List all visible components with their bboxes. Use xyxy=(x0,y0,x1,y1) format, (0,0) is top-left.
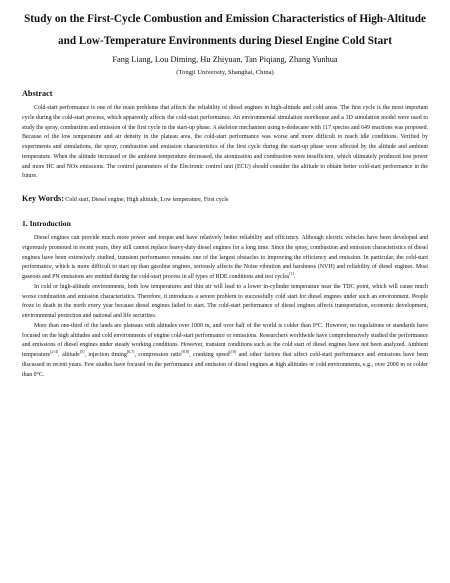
intro-p3-a: More than one-third of the lands are plateaus with altitudes over 1000 m, and over half of the world is colder than 0°C. However, no regulations or standards have focused on the high altitudes and cold environments of engine cold-start performance or emissions. Researchers worldwide have comprehensively studied the performance and emissions of diesel engines under steady working conditions. However, transient conditions such as the cold start of diesel engines have not been analyzed. Ambient temperature xyxy=(22,322,428,358)
introduction-paragraph-1 xyxy=(22,234,428,283)
abstract-heading: Abstract xyxy=(22,89,53,98)
citation-1: [1] xyxy=(289,271,294,276)
intro-p3-b: , altitude xyxy=(58,352,80,358)
keywords-label: Key Words: xyxy=(22,194,64,203)
citation-10: [10] xyxy=(229,349,237,354)
introduction-paragraph-2: In cold or high-altitude environments, both low temperatures and thin air will lead to a lower in-cylinder temperature near the TDC point, which will cause much worse combustion and emission characteristics. Therefore, it introduces a severe problem to successfully cold start for diesel engines under such an environment. People froze to death in the north every year because diesel engines failed to start. The cold-start performance of diesel engines affects transportation, economic development, environmental protection and national and life securities. xyxy=(22,283,428,319)
introduction-body xyxy=(22,234,428,380)
abstract-body xyxy=(22,104,428,182)
intro-p3-e: , cranking speed xyxy=(189,352,230,358)
intro-p3-f: and other factors that affect cold-start performance and emissions have been discussed in recent years. Few studies have focused on the performance and emission of diesel engines at high altitudes or cold environments, e.g., over 2000 m or colder than 0°C. xyxy=(22,352,428,378)
intro-p3-d: , compression ratio xyxy=(134,352,182,358)
paper-title-line-1: Study on the First-Cycle Combustion and Emission Characteristics of High-Altitude xyxy=(24,13,426,25)
intro-p1-text: Diesel engines can provide much more power and torque and have relatively better reliability and efficiency. Although electric vehicles have been developed and vigorously promoted in recent years, they still cannot replace heavy-duty diesel engines for a long time. Since the spray, combustion and emission characteristics of diesel engines have been extensively studied, transient performance remains one of the largest obstacles to improving the efficiency and emission. In particular, the cold-start performance, which is more difficult to start up than gasoline engines, seriously affects the Noise vibration and harshness (NVH) and reliability of diesel engines. Most gaseous and PN emissions are emitted during the cold-start process in all types of RDE conditions and test cycles xyxy=(22,235,428,280)
citation-5: [5] xyxy=(79,349,85,354)
introduction-paragraph-3 xyxy=(22,322,428,381)
section-heading-introduction: 1. Introduction xyxy=(22,219,71,228)
citation-6-7: [6,7] xyxy=(126,349,135,354)
citation-8-9: [8,9] xyxy=(181,349,190,354)
intro-p3-c: , injection timing xyxy=(84,352,127,358)
paper-affiliation: (Tongji University, Shanghai, China) xyxy=(176,69,274,76)
paper-title xyxy=(22,8,428,52)
abstract-paragraph: Cold-start performance is one of the main problems that affects the reliability of diesel engines in high-altitude and cold areas. The first cycle is the most important cycle during the cold-start process, which apparently affects the cold-start performance. An environmental simulation storehouse and a 3D simulation model were used to study the spray, combustion and emission of the first cycle in the start-up phase. A skeleton mechanism using n-dodecane with 117 species and 649 reactions was proposed. Because of the low temperature and air density in the plateau area, the cold-start performance was worse and more difficult to reach idle conditions. Verified by experiments and simulations, the spray, combustion and emission characteristics of the first cycle during the start-up phase were affected by the altitude and ambient temperature. When the altitude increased or the ambient temperature decreased, the atomization and combustion were insufficient, which ultimately produced less power and more HC and NOx emissions. The control parameters of the Electronic control unit (ECU) should consider the altitude to obtain better cold-start performance in the future. xyxy=(22,105,428,180)
keywords xyxy=(22,194,428,205)
citation-2-4: [2-4] xyxy=(50,349,59,354)
paper-authors: Fang Liang, Lou Diming, Hu Zhiyuan, Tan Piqiang, Zhang Yunhua xyxy=(112,55,338,64)
intro-p1-end: . xyxy=(294,274,296,280)
keywords-list: Cold start, Diesel engine, High altitude, Low temperature, First cycle xyxy=(65,197,229,203)
paper-title-line-2: and Low-Temperature Environments during Diesel Engine Cold Start xyxy=(58,35,392,47)
